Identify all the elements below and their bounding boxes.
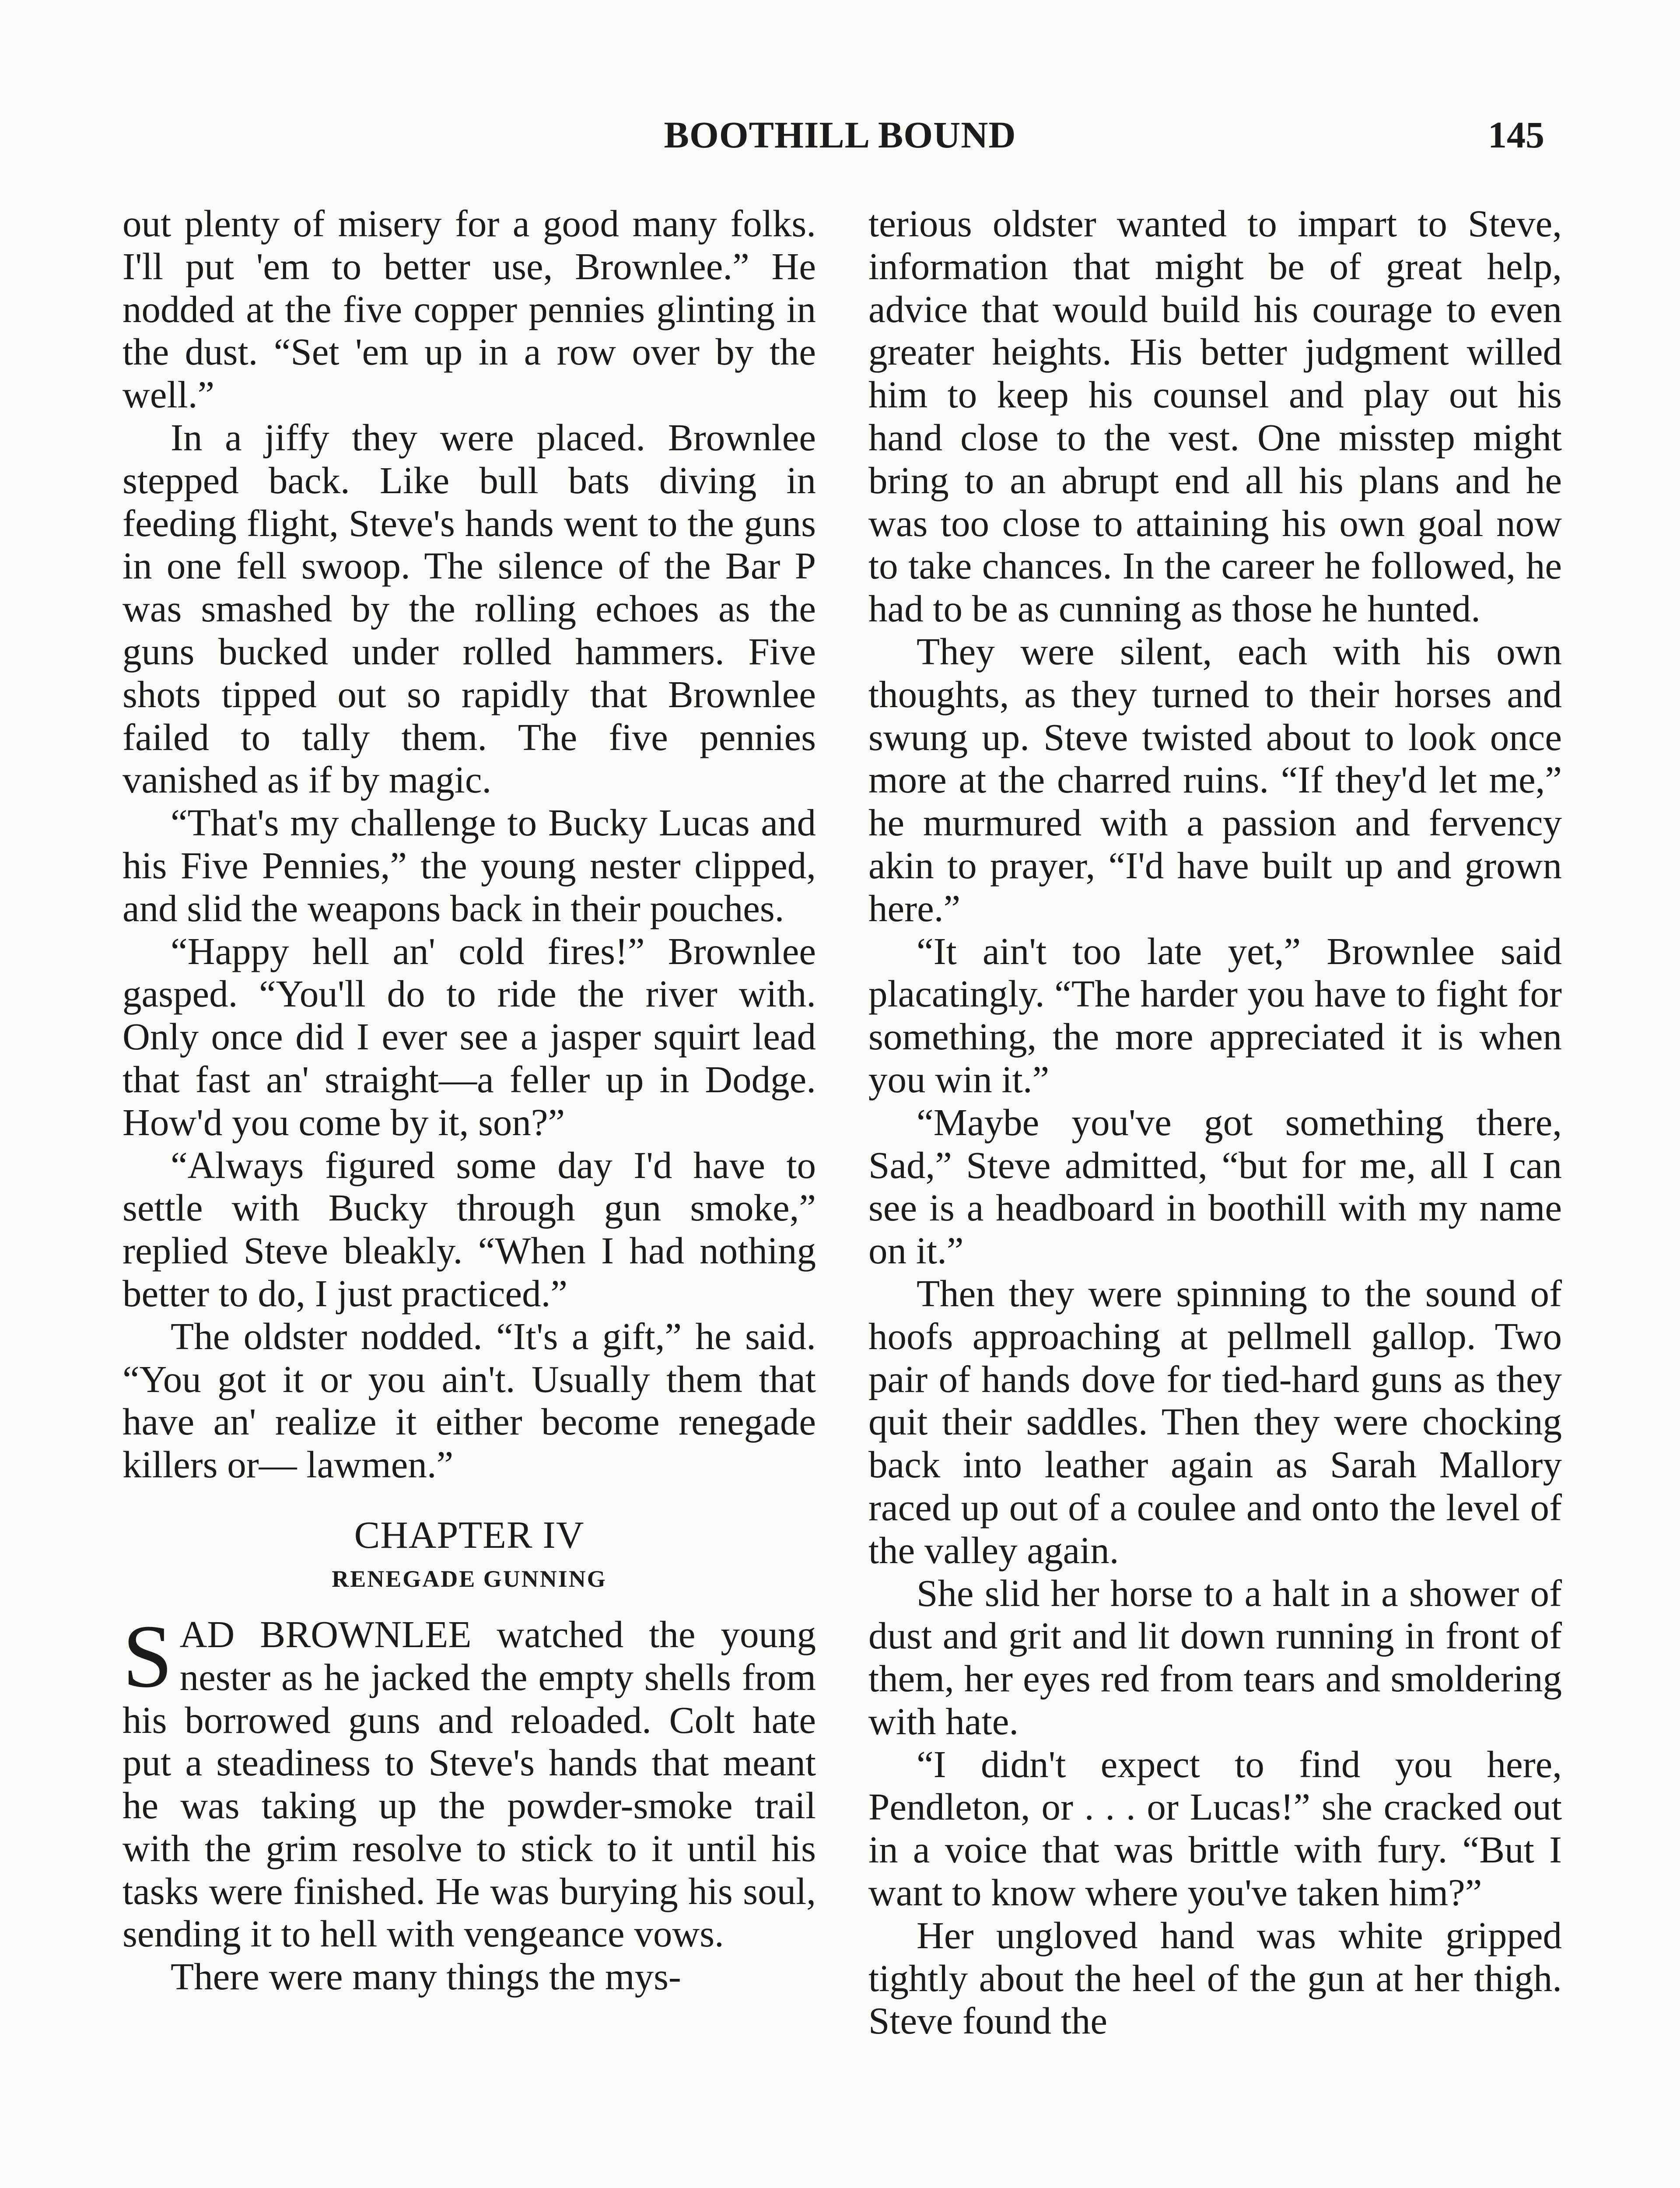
paragraph: “Always figured some day I'd have to settle with Bucky through gun smoke,” replied Steve bleakly. “When I had nothing better to do, I just practiced.” xyxy=(122,1143,816,1315)
chapter-subtitle: RENEGADE GUNNING xyxy=(332,1565,607,1592)
paragraph-text: AD BROWNLEE watched the young nester as he jacked the empty shells from his borrowed guns and reloaded. Colt hate put a steadiness to Steve's hands that meant he was taking up the powder-smoke trail with the grim resolve to stick to it until his tasks were finished. He was burying his soul, sending it to hell with vengeance vows. xyxy=(122,1613,816,1955)
paragraph: They were silent, each with his own thoughts, as they turned to their horses and swung up. Steve twisted about to look once more at the charred ruins. “If they'd let me,” he murmured with a passion and fervency akin to prayer, “I'd have built up and grown here.” xyxy=(868,630,1562,929)
chapter-opening-paragraph xyxy=(122,1606,816,1955)
paragraph: She slid her horse to a halt in a shower of dust and grit and lit down running in front of them, her eyes red from tears and smoldering with hate. xyxy=(868,1571,1562,1743)
chapter-title: CHAPTER IV xyxy=(354,1514,584,1557)
paragraph: “Happy hell an' cold fires!” Brownlee gasped. “You'll do to ride the river with. Only once did I ever see a jasper squirt lead that fast an' straight—a feller up in Dodge. How'd you come by it, son?” xyxy=(122,929,816,1143)
right-column xyxy=(868,202,1562,2042)
paragraph: “Maybe you've got something there, Sad,” Steve admitted, “but for me, all I can see is a headboard in boothill with my name on it.” xyxy=(868,1101,1562,1272)
paragraph: There were many things the mys- xyxy=(171,1955,681,1998)
paragraph: “I didn't expect to find you here, Pendleton, or . . . or Lucas!” she cracked out in a voice that was brittle with fury. “But I want to know where you've taken him?” xyxy=(868,1743,1562,1914)
page-number: 145 xyxy=(1488,114,1544,156)
paragraph: Then they were spinning to the sound of hoofs approaching at pellmell gallop. Two pair of hands dove for tied-hard guns as they quit their saddles. Then they were chocking back into leather again as Sarah Mallory raced up out of a coulee and onto the level of the valley again. xyxy=(868,1272,1562,1571)
left-column xyxy=(122,202,816,1998)
paragraph: Her ungloved hand was white gripped tightly about the heel of the gun at her thigh. Steve found the xyxy=(868,1914,1562,2042)
paragraph: “It ain't too late yet,” Brownlee said placatingly. “The harder you have to fight for something, the more appreciated it is when you win it.” xyxy=(868,929,1562,1101)
paragraph: terious oldster wanted to impart to Steve, information that might be of great help, advice that would build his courage to even greater heights. His better judgment willed him to keep his counsel and play out his hand close to the vest. One misstep might bring to an abrupt end all his plans and he was too close to attaining his own goal now to take chances. In the career he followed, he had to be as cunning as those he hunted. xyxy=(868,202,1562,630)
paragraph: “That's my challenge to Bucky Lucas and his Five Pennies,” the young nester clipped, and slid the weapons back in their pouches. xyxy=(122,801,816,929)
running-head-title: BOOTHILL BOUND xyxy=(664,114,1016,156)
paragraph: In a jiffy they were placed. Brownlee stepped back. Like bull bats diving in feeding flight, Steve's hands went to the guns in one fell swoop. The silence of the Bar P was smashed by the rolling echoes as the guns bucked under rolled hammers. Five shots tipped out so rapidly that Brownlee failed to tally them. The five pennies vanished as if by magic. xyxy=(122,416,816,801)
paragraph: out plenty of misery for a good many folks. I'll put 'em to better use, Brownlee.” He nodded at the five copper pennies glinting in the dust. “Set 'em up in a row over by the well.” xyxy=(122,202,816,416)
drop-cap: S xyxy=(122,1606,173,1706)
paragraph: The oldster nodded. “It's a gift,” he said. “You got it or you ain't. Usually them that have an' realize it either become renegade killers or— lawmen.” xyxy=(122,1315,816,1486)
